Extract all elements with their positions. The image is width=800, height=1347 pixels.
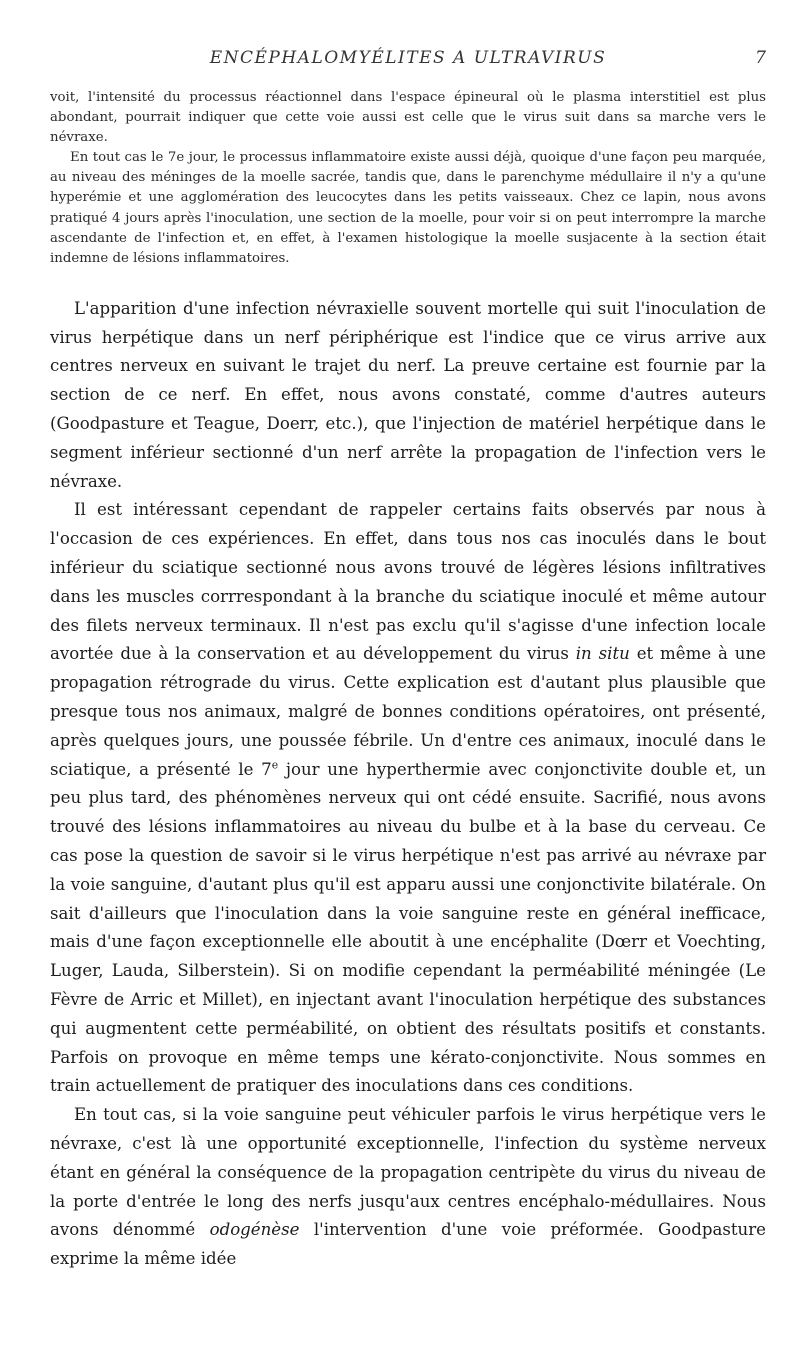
section-gap	[50, 269, 766, 295]
in-situ-term: in situ	[575, 644, 630, 664]
body-paragraph-2-part-b: et même à une propagation rétrograde du virus. Cette explication est d'autant plus plausible que presque tous nos animaux, malgré de bonnes conditions opératoires, ont présenté, après quelques jours, une poussée fébrile. Un d'entre ces animaux, inoculé dans le sciatique, a présenté le 7	[50, 644, 767, 779]
body-paragraph-1: L'apparition d'une infection névraxielle souvent mortelle qui suit l'inoculation de virus herpétique dans un nerf périphérique est l'indice que ce virus arrive aux centres nerveux en suivant le trajet du nerf. La preuve certaine est fournie par la section de ce nerf. En effet, nous avons constaté, comme d'autres auteurs (Goodpasture et Teague, Doerr, etc.), que l'injection de matériel herpétique dans le segment inférieur sectionné d'un nerf arrête la propagation de l'infection vers le névraxe.	[50, 298, 766, 491]
running-title: ENCÉPHALOMYÉLITES A ULTRAVIRUS	[209, 48, 607, 68]
page-number: 7	[755, 48, 766, 68]
odogenese-term: odogénèse	[209, 1220, 300, 1240]
small-paragraph-2: En tout cas le 7e jour, le processus inflammatoire existe aussi déjà, quoique d'une façon peu marquée, au niveau des méninges de la moelle sacrée, tandis que, dans le parenchyme médullaire il n'y a qu'une hyperémie et une agglomération des leucocytes dans les petits vaisseaux. Chez ce lapin, nous avons pratiqué 4 jours après l'inoculation, une section de la moelle, pour voir si on peut interrompre la marche ascendante de l'infection et, en effet, à l'examen histologique la moelle susjacente à la section était indemne de lésions inflammatoires.	[50, 150, 766, 266]
body-paragraph-3-part-b: l'intervention d'une voie préformée. Goodpasture exprime la même idée	[50, 1220, 766, 1269]
body-paragraph-3-part-a: En tout cas, si la voie sanguine peut véhiculer parfois le virus herpétique vers le névraxe, c'est là une opportunité exceptionnelle, l'infection du système nerveux étant en général la conséquence de la propagation centripète du virus du niveau de la porte d'entrée le long des nerfs jusqu'aux centres encéphalo-médullaires. Nous avons dénommé	[50, 1105, 766, 1240]
ordinal-superscript: e	[271, 758, 279, 772]
body-paragraph-2	[50, 496, 766, 1101]
body-paragraph-3	[50, 1101, 766, 1274]
body-paragraph-2-part-a: Il est intéressant cependant de rappeler certains faits observés par nous à l'occasion de ces expériences. En effet, dans tous nos cas inoculés dans le bout inférieur du sciatique sectionné nous avons trouvé de légères lésions infiltratives dans les muscles corrrespondant à la branche du sciatique inoculé et même autour des filets nerveux terminaux. Il n'est pas exclu qu'il s'agisse d'une infection locale avortée due à la conservation et au développement du virus	[50, 500, 766, 664]
small-paragraph-1: voit, l'intensité du processus réactionnel dans l'espace épineural où le plasma interstitiel est plus abondant, pourrait indiquer que cette voie aussi est celle que le virus suit dans sa marche vers le névraxe.	[50, 90, 766, 146]
body-paragraph-2-part-c: jour une hyperthermie avec conjonctivite double et, un peu plus tard, des phénomènes nerveux qui ont cédé ensuite. Sacrifié, nous avons trouvé des lésions inflammatoires au niveau du bulbe et à la base du cerveau. Ce cas pose la question de savoir si le virus herpétique n'est pas arrivé au névraxe par la voie sanguine, d'autant plus qu'il est apparu aussi une conjonctivite bilatérale. On sait d'ailleurs que l'inoculation dans la voie sanguine reste en général inefficace, mais d'une façon exceptionnelle elle aboutit à une encéphalite (Dœrr et Voechting, Luger, Lauda, Silberstein). Si on modifie cependant la perméabilité méningée (Le Fèvre de Arric et Millet), en injectant avant l'inoculation herpétique des substances qui augmentent cette perméabilité, on obtient des résultats positifs et constants. Parfois on provoque en même temps une kérato-conjonctivite. Nous sommes en train actuellement de pratiquer des inoculations dans ces conditions.	[50, 759, 766, 1096]
document-page	[50, 48, 766, 1274]
page-header	[50, 48, 766, 88]
